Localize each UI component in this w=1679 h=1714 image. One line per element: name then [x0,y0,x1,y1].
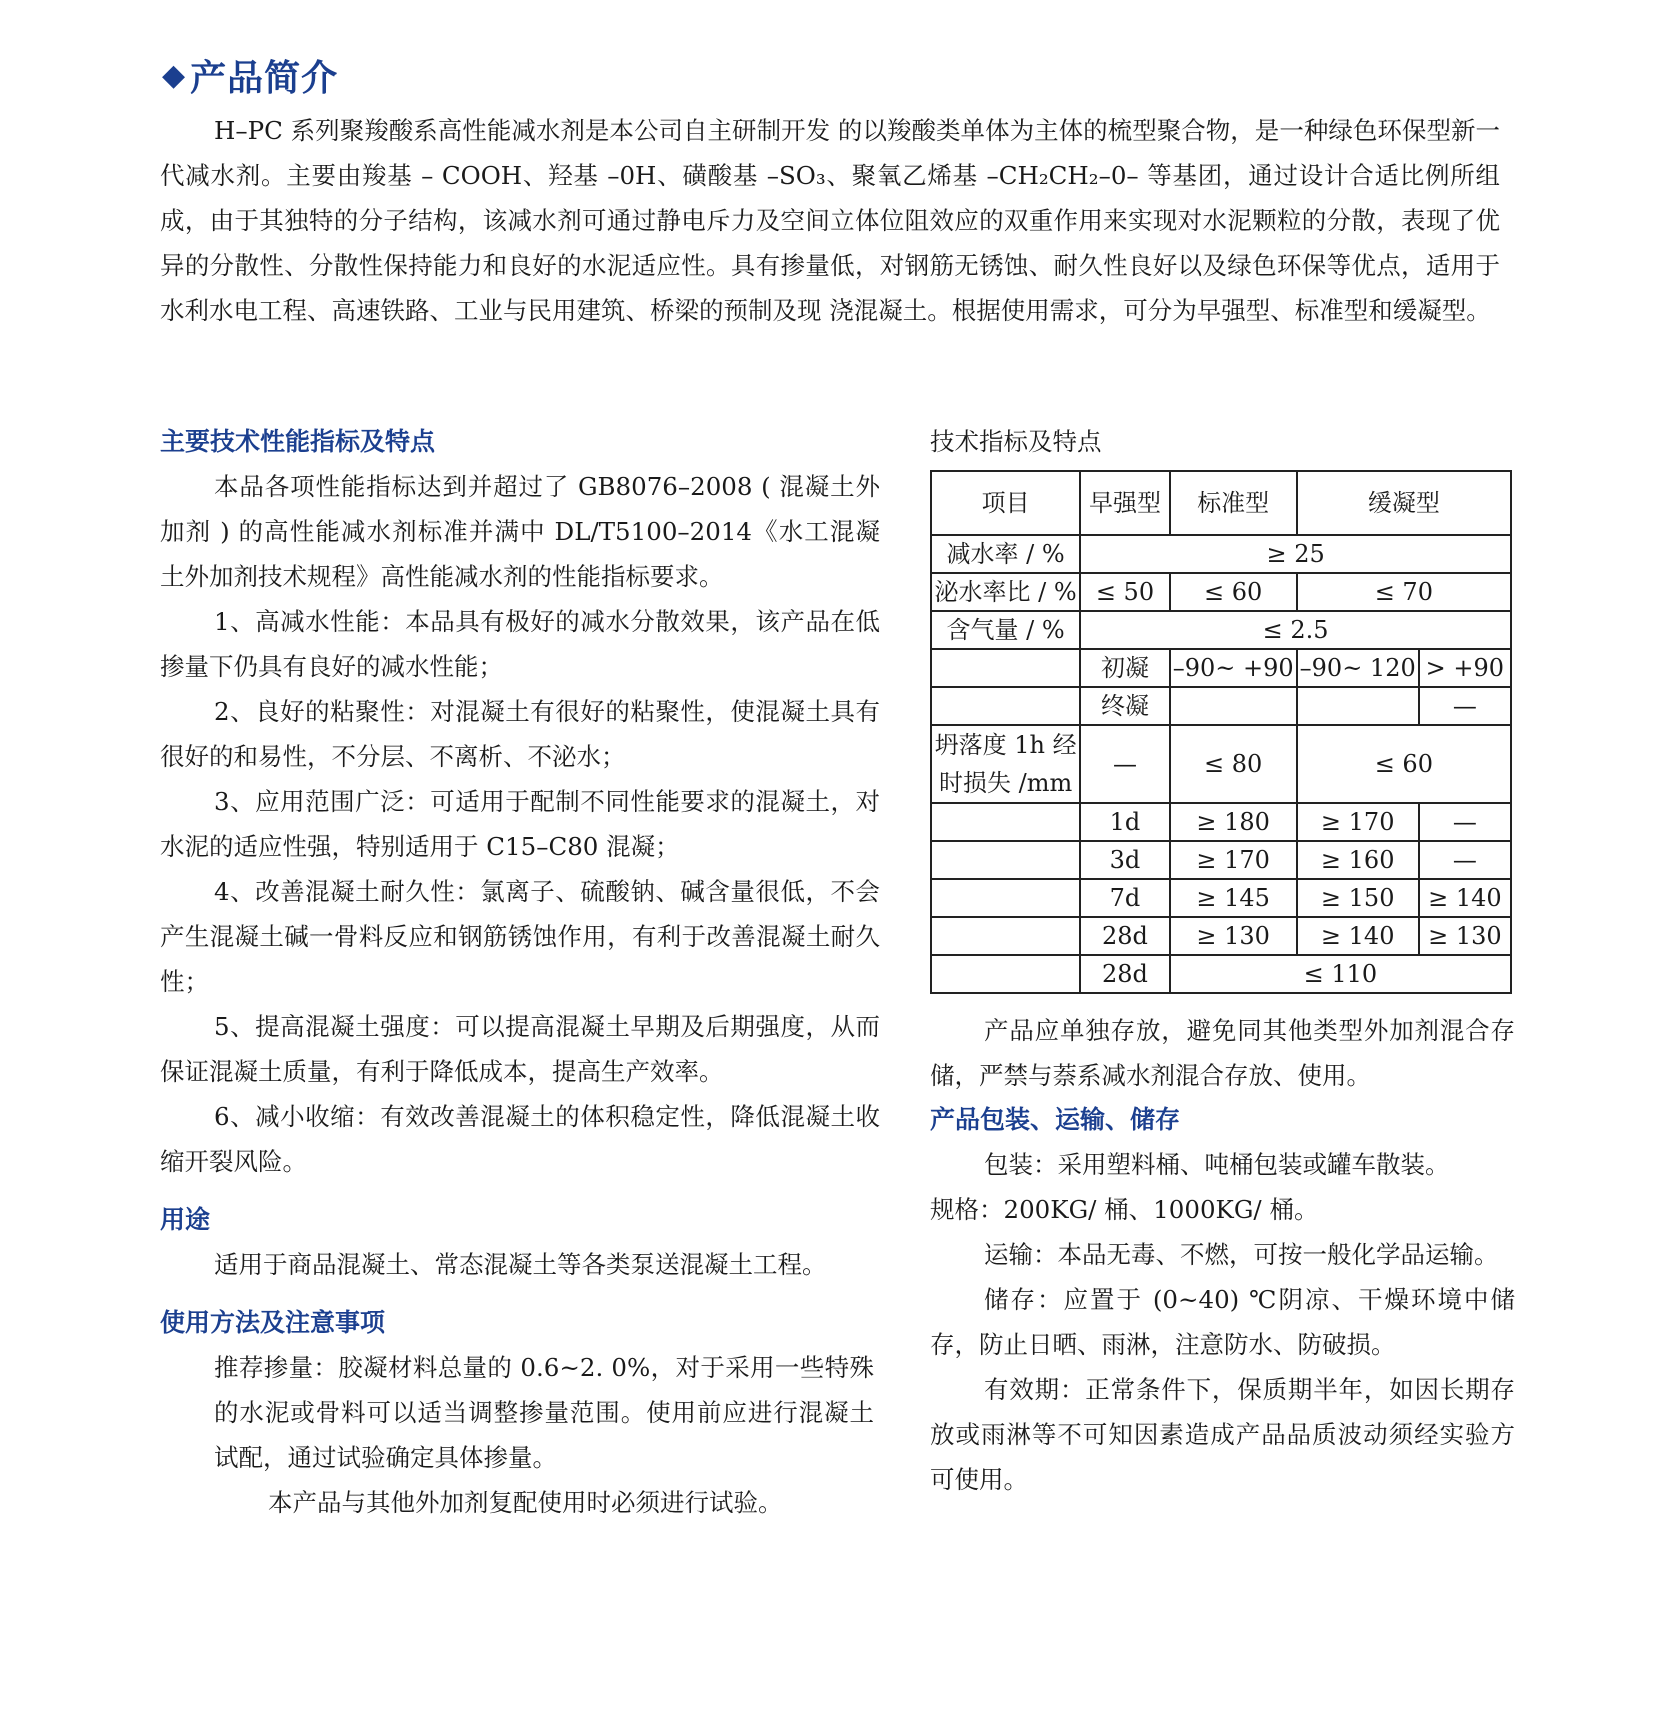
row-sublabel: 3d [1080,841,1170,879]
method-text: 推荐掺量：胶凝材料总量的 0.6~2. 0%，对于采用一些特殊的水泥或骨料可以适当调整掺量范围。使用前应进行混凝土试配，通过试验确定具体掺量。 [214,1353,874,1472]
row-label: 含气量 / % [931,611,1080,649]
table-cell: ≥ 180 [1170,803,1297,841]
table-cell [1297,687,1419,725]
intro-paragraph: H–PC 系列聚羧酸系高性能减水剂是本公司自主研制开发 的以羧酸类单体为主体的梳型聚合物，是一种绿色环保型新一代减水剂。主要由羧基 – COOH、羟基 –0H、磺酸基 –SO₃、聚氧乙烯基 –CH₂CH₂–0– 等基团，通过设计合适比例所组成，由于其独特的分子结构，该减水剂可通过静电斥力及空间立体位阻效应的双重作用来实现对水泥颗粒的分散，表现了优异的分散性、分散性保持能力和良好的水泥适应性。具有掺量低，对钢筋无锈蚀、耐久性良好以及绿色环保等优点，适用于水利水电工程、高速铁路、工业与民用建筑、桥梁的预制及现 浇混凝土。根据使用需求，可分为早强型、标准型和缓凝型。 [160,116,1500,325]
storage-note: 产品应单独存放，避免同其他类型外加剂混合存储，严禁与萘系减水剂混合存放、使用。 [930,1016,1515,1090]
table-cell: ≥ 25 [1080,535,1511,573]
row-label [931,803,1080,841]
performance-intro: 本品各项性能指标达到并超过了 GB8076–2008 ( 混凝土外加剂 ) 的高性能减水剂标准并满中 DL/T5100–2014《水工混凝土外加剂技术规程》高性能减水剂的性能指标要求。 [160,472,880,591]
table-cell: — [1419,841,1511,879]
table-cell: ≤ 110 [1170,955,1511,993]
right-column [930,420,1515,1502]
packaging-transport: 运输：本品无毒、不燃，可按一般化学品运输。 [984,1240,1499,1269]
row-sublabel: 1d [1080,803,1170,841]
table-cell: ≥ 170 [1170,841,1297,879]
row-label: 减水率 / % [931,535,1080,573]
packaging-validity: 有效期：正常条件下，保质期半年，如因长期存放或雨淋等不可知因素造成产品品质波动须经实验方可使用。 [930,1375,1515,1494]
header-cell: 早强型 [1080,471,1170,535]
usage-heading: 用途 [160,1205,211,1234]
table-cell: — [1419,803,1511,841]
row-label [931,955,1080,993]
row-sublabel: 初凝 [1080,649,1170,687]
table-cell: –90~ 120 [1297,649,1419,687]
performance-item: 2、良好的粘聚性：对混凝土有很好的粘聚性，使混凝土具有很好的和易性，不分层、不离析、不泌水； [160,697,880,771]
row-sublabel: 7d [1080,879,1170,917]
row-label [931,841,1080,879]
table-cell: ≥ 130 [1419,917,1511,955]
table-cell: ≤ 2.5 [1080,611,1511,649]
table-row [931,687,1511,725]
header-cell: 项目 [931,471,1080,535]
packaging-spec: 规格：200KG/ 桶、1000KG/ 桶。 [930,1195,1319,1224]
row-label: 坍落度 1h 经时损失 /mm [931,725,1080,803]
row-sublabel: 28d [1080,917,1170,955]
table-row [931,725,1511,803]
table-row [931,649,1511,687]
table-cell: ≥ 160 [1297,841,1419,879]
table-cell: > +90 [1419,649,1511,687]
header-cell: 缓凝型 [1297,471,1511,535]
table-cell: ≥ 145 [1170,879,1297,917]
left-column [160,420,880,1525]
table-row [931,879,1511,917]
packaging-pack: 包装：采用塑料桶、吨桶包装或罐车散装。 [984,1150,1450,1179]
table-cell [1170,687,1297,725]
table-row [931,803,1511,841]
table-cell: ≤ 60 [1297,725,1511,803]
table-row [931,611,1511,649]
performance-item: 4、改善混凝土耐久性：氯离子、硫酸钠、碱含量很低，不会产生混凝土碱一骨料反应和钢筋锈蚀作用，有利于改善混凝土耐久性； [160,877,880,996]
page-title-text: 产品简介 [190,58,339,99]
table-row [931,535,1511,573]
table-cell: — [1080,725,1170,803]
table-row [931,841,1511,879]
row-label [931,649,1080,687]
performance-heading: 主要技术性能指标及特点 [160,427,436,456]
performance-item: 3、应用范围广泛：可适用于配制不同性能要求的混凝土，对水泥的适应性强，特别适用于 C15–C80 混凝； [160,787,880,861]
usage-text: 适用于商品混凝土、常态混凝土等各类泵送混凝土工程。 [214,1250,827,1279]
row-label [931,917,1080,955]
table-header-row [931,471,1511,535]
row-label [931,687,1080,725]
table-row [931,573,1511,611]
table-cell: ≥ 140 [1419,879,1511,917]
performance-item: 6、减小收缩：有效改善混凝土的体积稳定性，降低混凝土收缩开裂风险。 [160,1102,880,1176]
table-cell: ≤ 60 [1170,573,1297,611]
performance-item: 1、高减水性能：本品具有极好的减水分散效果，该产品在低掺量下仍具有良好的减水性能； [160,607,880,681]
performance-item: 5、提高混凝土强度：可以提高混凝土早期及后期强度，从而保证混凝土质量，有利于降低成本，提高生产效率。 [160,1012,880,1086]
table-cell: ≤ 80 [1170,725,1297,803]
table-cell: ≥ 130 [1170,917,1297,955]
table-cell: ≤ 50 [1080,573,1170,611]
table-cell: ≤ 70 [1297,573,1511,611]
table-cell: ≥ 140 [1297,917,1419,955]
method-note: 本产品与其他外加剂复配使用时必须进行试验。 [268,1488,783,1517]
packaging-store: 储存：应置于 (0~40) ℃阴凉、干燥环境中储存，防止日晒、雨淋，注意防水、防破损。 [930,1285,1515,1359]
table-cell: ≥ 170 [1297,803,1419,841]
row-label [931,879,1080,917]
packaging-heading: 产品包装、运输、储存 [930,1105,1181,1134]
table-cell: –90~ +90 [1170,649,1297,687]
table-row [931,917,1511,955]
spec-table [930,470,1512,994]
method-heading: 使用方法及注意事项 [160,1308,386,1337]
table-row [931,955,1511,993]
page-title [162,50,338,101]
header-cell: 标准型 [1170,471,1297,535]
table-cell: — [1419,687,1511,725]
row-sublabel: 终凝 [1080,687,1170,725]
diamond-bullet-icon: ◆ [162,58,187,93]
spec-table-title: 技术指标及特点 [930,427,1102,456]
row-sublabel: 28d [1080,955,1170,993]
table-cell: ≥ 150 [1297,879,1419,917]
row-label: 泌水率比 / % [931,573,1080,611]
